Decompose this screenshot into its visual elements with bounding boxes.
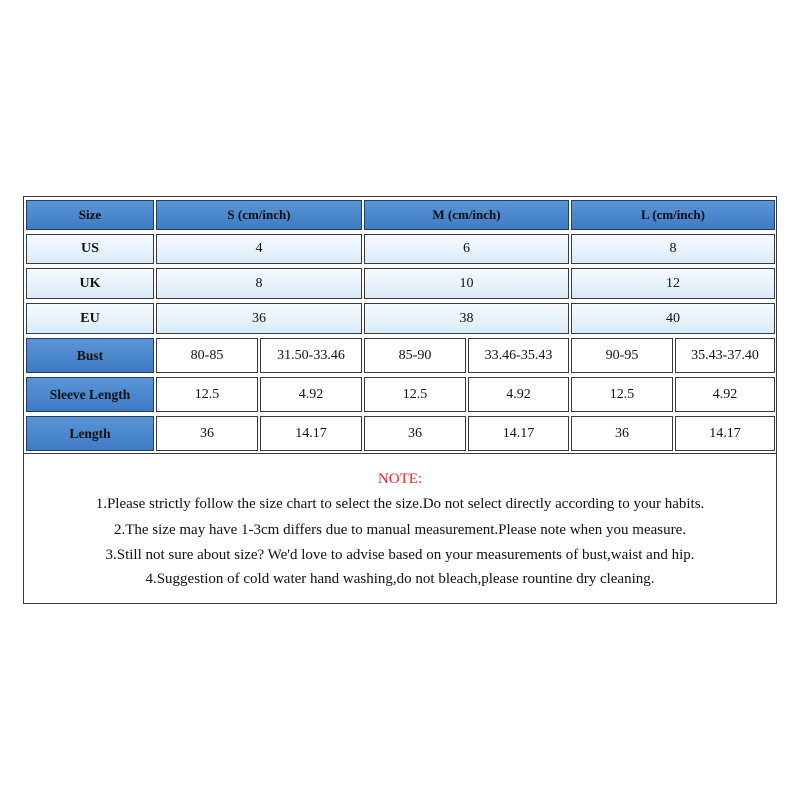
sleeve-m-cm: 12.5 — [364, 377, 466, 412]
eu-l-value: 40 — [571, 303, 775, 334]
us-l-value: 8 — [571, 234, 775, 264]
uk-s-value: 8 — [156, 268, 362, 299]
note-line-4: 4.Suggestion of cold water hand washing,do not bleach,please rountine dry cleaning. — [145, 571, 655, 587]
length-l-inch: 14.17 — [675, 416, 775, 451]
length-m-cm: 36 — [364, 416, 466, 451]
sleeve-s-inch: 4.92 — [260, 377, 362, 412]
row-label-bust: Bust — [26, 338, 154, 373]
length-l-cm: 36 — [571, 416, 673, 451]
row-label-sleeve-length: Sleeve Length — [26, 377, 154, 412]
size-l-header: L (cm/inch) — [571, 200, 775, 230]
note-line-1: 1.Please strictly follow the size chart to select the size.Do not select directly according to your habits. — [95, 496, 705, 512]
sleeve-s-cm: 12.5 — [156, 377, 258, 412]
bust-l-inch: 35.43-37.40 — [675, 338, 775, 373]
bust-l-cm: 90-95 — [571, 338, 673, 373]
size-header-cell: Size — [26, 200, 154, 230]
us-s-value: 4 — [156, 234, 362, 264]
length-m-inch: 14.17 — [468, 416, 569, 451]
size-m-header: M (cm/inch) — [364, 200, 569, 230]
note-line-2: 2.The size may have 1-3cm differs due to manual measurement.Please note when you measure. — [113, 522, 687, 538]
sleeve-m-inch: 4.92 — [468, 377, 569, 412]
row-label-uk: UK — [26, 268, 154, 299]
us-m-value: 6 — [364, 234, 569, 264]
bust-s-inch: 31.50-33.46 — [260, 338, 362, 373]
row-label-eu: EU — [26, 303, 154, 334]
uk-m-value: 10 — [364, 268, 569, 299]
length-s-inch: 14.17 — [260, 416, 362, 451]
note-title: NOTE: — [377, 471, 423, 487]
note-line-3: 3.Still not sure about size? We'd love to advise based on your measurements of bust,waist and hip. — [105, 547, 695, 563]
note-section — [23, 453, 777, 604]
sleeve-l-inch: 4.92 — [675, 377, 775, 412]
sleeve-l-cm: 12.5 — [571, 377, 673, 412]
row-label-us: US — [26, 234, 154, 264]
bust-m-cm: 85-90 — [364, 338, 466, 373]
bust-s-cm: 80-85 — [156, 338, 258, 373]
eu-s-value: 36 — [156, 303, 362, 334]
uk-l-value: 12 — [571, 268, 775, 299]
row-label-length: Length — [26, 416, 154, 451]
size-s-header: S (cm/inch) — [156, 200, 362, 230]
bust-m-inch: 33.46-35.43 — [468, 338, 569, 373]
length-s-cm: 36 — [156, 416, 258, 451]
eu-m-value: 38 — [364, 303, 569, 334]
